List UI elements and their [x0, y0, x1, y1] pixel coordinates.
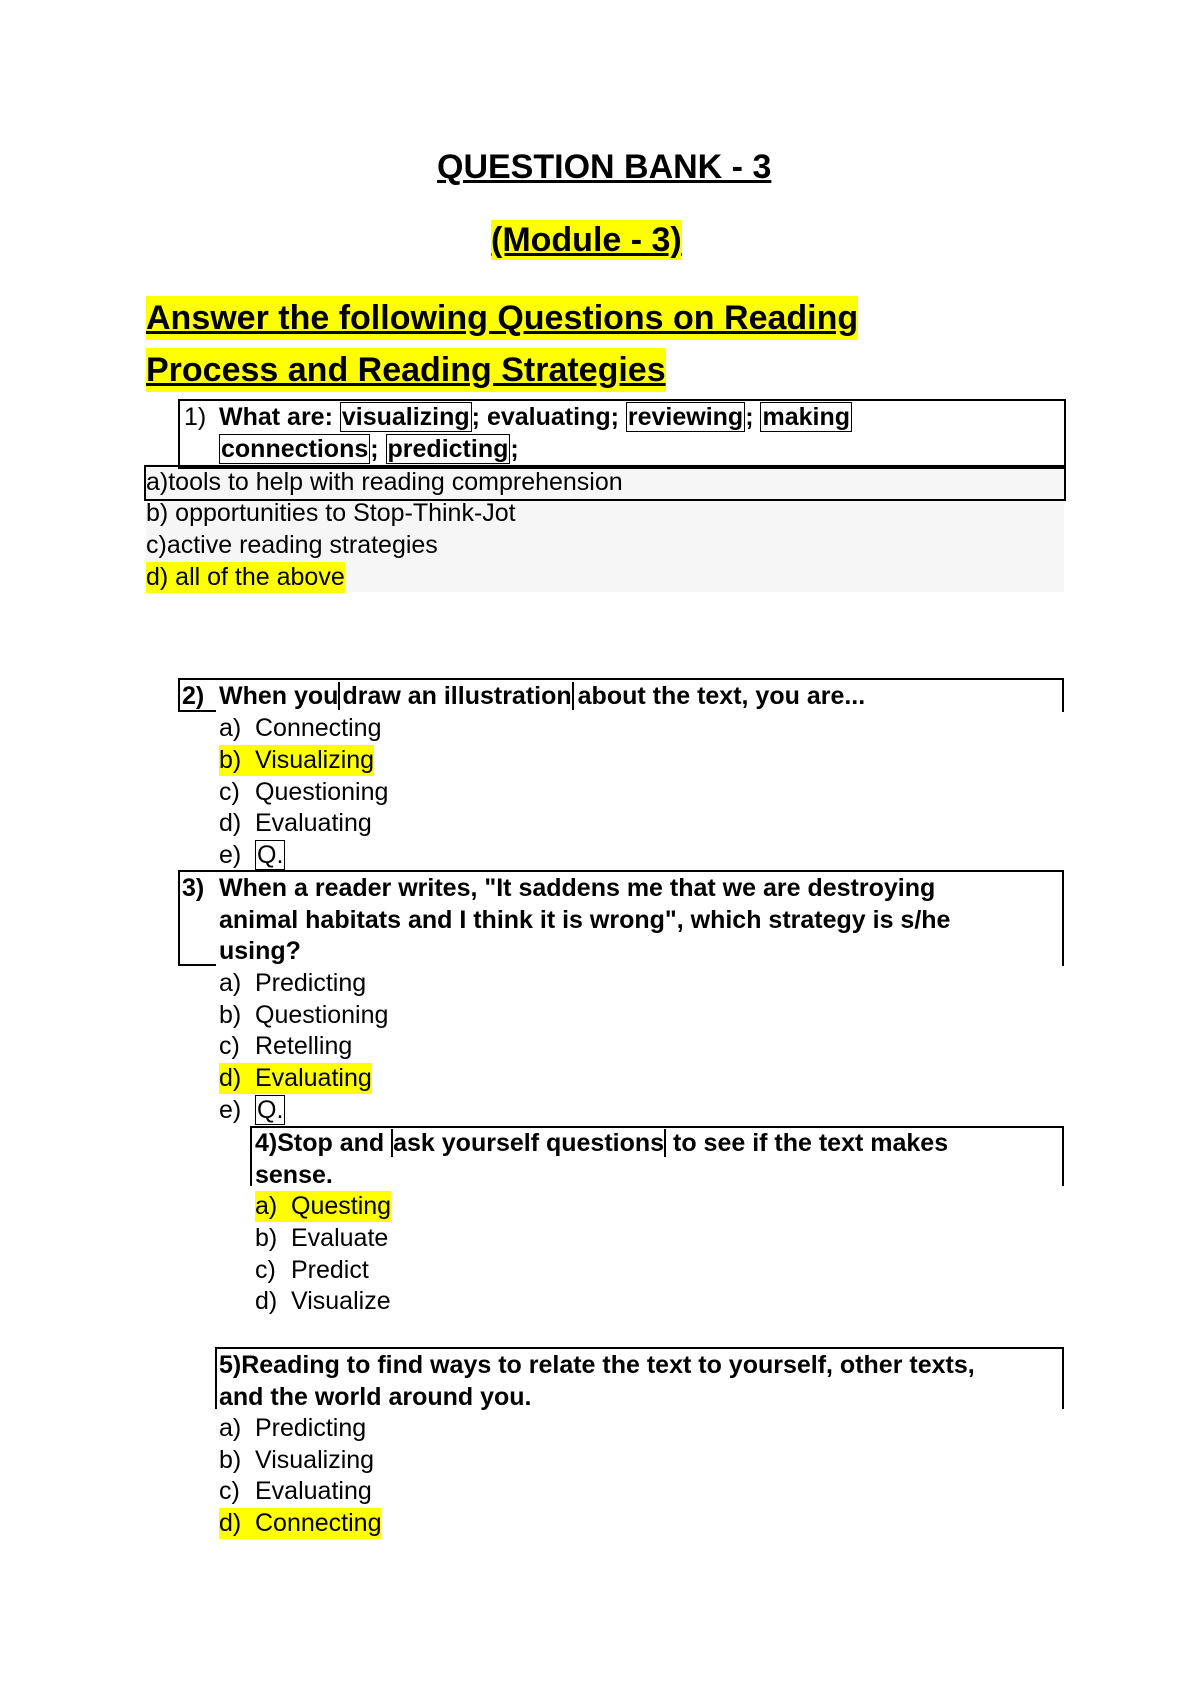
- q4-option-c: c) Predict: [255, 1256, 369, 1284]
- q4-left-rule: [250, 1126, 252, 1186]
- q2-left-rule: [178, 678, 180, 712]
- q2-question: When you draw an illustration about the text, you are...: [219, 682, 866, 710]
- q1-number: 1): [184, 403, 207, 431]
- q3-option-a: a) Predicting: [219, 969, 367, 997]
- q2-option-e: e) Q.: [219, 841, 284, 869]
- q5-option-a: a) Predicting: [219, 1414, 367, 1442]
- q4-option-d: d) Visualize: [255, 1287, 391, 1315]
- q2-option-d: d) Evaluating: [219, 809, 372, 837]
- q3-right-rule: [1062, 870, 1064, 966]
- q1-option-d-answer: d) all of the above: [146, 563, 345, 591]
- q2-top-rule: [178, 678, 1064, 680]
- q2-right-rule: [1062, 678, 1064, 712]
- q5-option-b: b) Visualizing: [219, 1446, 375, 1474]
- q1-option-b: b) opportunities to Stop-Think-Jot: [146, 499, 516, 527]
- q5-question-line2: and the world around you.: [219, 1383, 532, 1411]
- q3-number: 3): [182, 874, 205, 902]
- q3-option-c: c) Retelling: [219, 1032, 353, 1060]
- q3-left-rule: [178, 870, 180, 966]
- q5-option-c: c) Evaluating: [219, 1477, 372, 1505]
- q3-option-b: b) Questioning: [219, 1001, 389, 1029]
- q1-option-c: c)active reading strategies: [146, 531, 438, 559]
- q3-question-line2: animal habitats and I think it is wrong", which strategy is s/he: [219, 906, 951, 934]
- q2-option-c: c) Questioning: [219, 778, 389, 806]
- q4-question-line2: sense.: [255, 1161, 333, 1189]
- instruction-heading-line1: Answer the following Questions on Reading: [146, 296, 858, 340]
- q3-question-line1: When a reader writes, "It saddens me that we are destroying: [219, 874, 936, 902]
- q5-left-rule: [215, 1347, 217, 1409]
- instruction-heading-line2: Process and Reading Strategies: [146, 348, 666, 392]
- q3-question-line3: using?: [219, 937, 301, 965]
- q1-option-a: a)tools to help with reading comprehension: [146, 468, 623, 496]
- q3-option-e: e) Q.: [219, 1096, 284, 1124]
- module-subtitle: (Module - 3): [491, 221, 682, 259]
- page-title: QUESTION BANK - 3: [437, 148, 772, 186]
- q4-question-line1: 4)Stop and ask yourself questions to see if the text makes: [255, 1129, 949, 1157]
- q4-option-a-answer: a) Questing: [255, 1192, 392, 1220]
- q3-bottom-rule: [178, 964, 216, 966]
- q5-right-rule: [1062, 1347, 1064, 1409]
- q2-option-b-answer: b) Visualizing: [219, 746, 375, 774]
- q1-question-line1: What are: visualizing; evaluating; reviewing; making: [219, 403, 850, 431]
- q4-option-b: b) Evaluate: [255, 1224, 389, 1252]
- q5-top-rule: [215, 1347, 1064, 1349]
- q1-question-line2: connections; predicting;: [221, 435, 519, 463]
- q3-option-d-answer: d) Evaluating: [219, 1064, 372, 1092]
- q3-top-rule: [178, 870, 1064, 872]
- q5-option-d-answer: d) Connecting: [219, 1509, 382, 1537]
- q4-right-rule: [1062, 1126, 1064, 1186]
- q5-question-line1: 5)Reading to find ways to relate the text to yourself, other texts,: [219, 1351, 975, 1379]
- q2-number: 2): [182, 682, 205, 710]
- q2-option-a: a) Connecting: [219, 714, 382, 742]
